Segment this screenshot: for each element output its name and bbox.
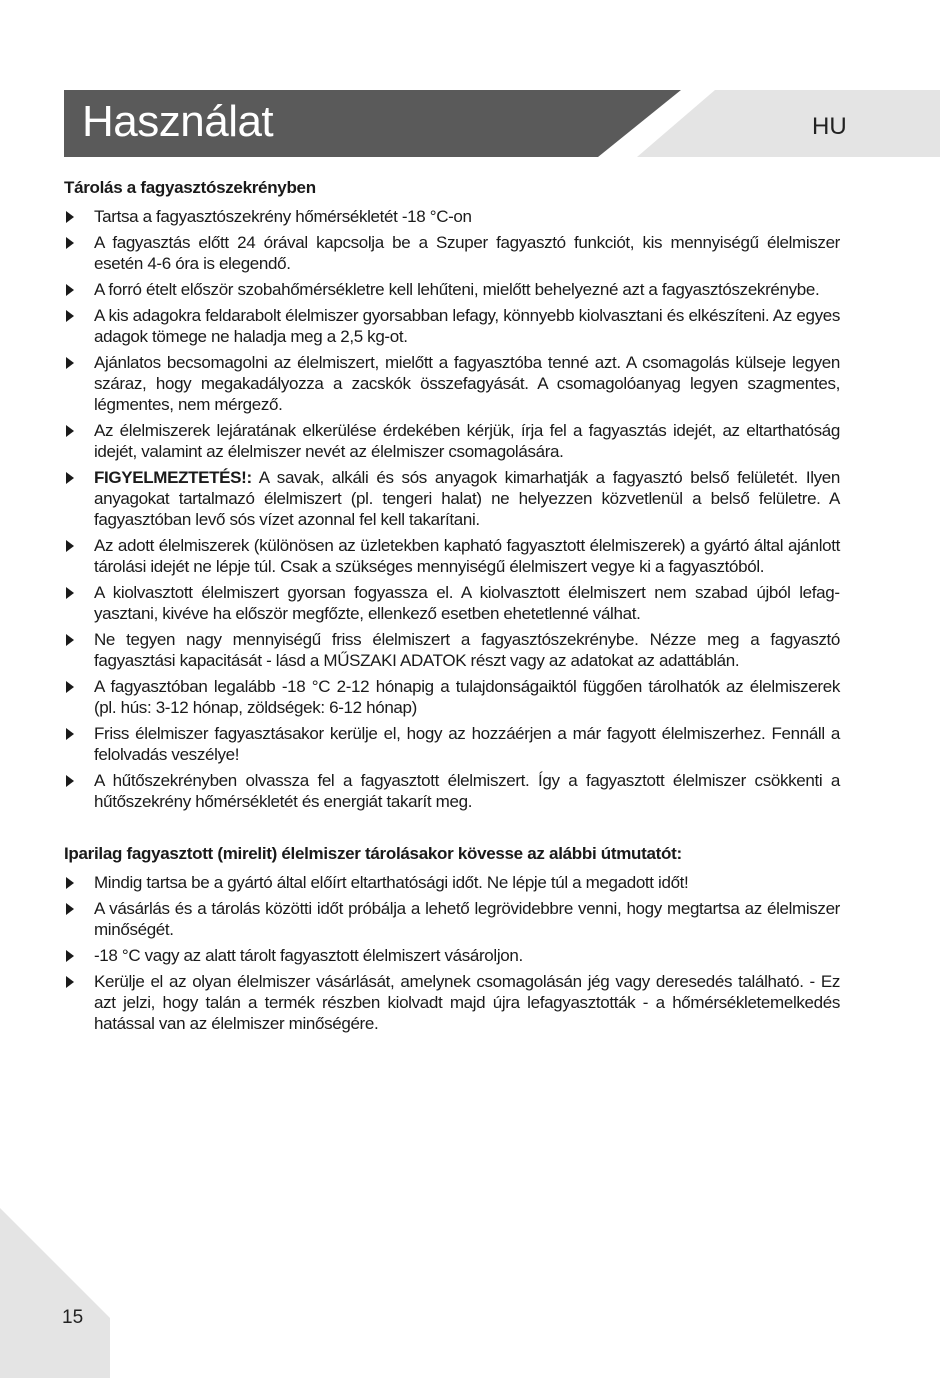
list-item-text: Tartsa a fagyasztószekrény hőmérsékletét -18 °C-on xyxy=(94,207,472,226)
frozen-food-list xyxy=(64,872,840,1034)
list-item xyxy=(64,872,840,893)
list-item-text: Friss élelmiszer fagyasztásakor kerülje el, hogy az hozzáérjen a már fagyott élelmiszerhez. Fennáll a felolvadás veszélye! xyxy=(94,724,840,764)
bullet-triangle-icon xyxy=(66,681,74,693)
list-item xyxy=(64,676,840,718)
bullet-triangle-icon xyxy=(66,877,74,889)
list-item xyxy=(64,535,840,577)
list-item-text: Az adott élelmiszerek (különösen az üzletekben kapható fagyasztott élelmiszerek) a gyártó által ajánlott tárolási idejét ne lépje túl. Csak a szükséges mennyiségű élelmiszert vegye ki a fagyasztóból. xyxy=(94,536,840,576)
warning-text: A savak, alkáli és sós anyagok kimarhatják a fagyasztó belső felületét. Ilyen anyagokat tartalmazó élelmiszert (pl. tengeri halat) ne helyezzen közvetlenül a belső felületre. A fagyasztóban levő sós vízet azonnal fel kell takarítani. xyxy=(94,468,840,529)
list-item xyxy=(64,206,840,227)
main-content xyxy=(64,176,840,1039)
bullet-triangle-icon xyxy=(66,310,74,322)
bullet-triangle-icon xyxy=(66,728,74,740)
list-item xyxy=(64,770,840,812)
list-item xyxy=(64,305,840,347)
list-item-text: A hűtőszekrényben olvassza fel a fagyasztott élelmiszert. Így a fagyasztott élelmiszer csökkenti a hűtőszekrény hőmérsékletét és energiát takarít meg. xyxy=(94,771,840,811)
list-item xyxy=(64,945,840,966)
bullet-triangle-icon xyxy=(66,237,74,249)
bullet-triangle-icon xyxy=(66,775,74,787)
page-title: Használat xyxy=(82,97,274,146)
language-tab-shape xyxy=(637,90,940,157)
list-item xyxy=(64,898,840,940)
list-item-text: A vásárlás és a tárolás közötti időt próbálja a lehető legrövidebbre venni, hogy megtartsa az élelmiszer minőségét. xyxy=(94,899,840,939)
bullet-triangle-icon xyxy=(66,976,74,988)
list-item xyxy=(64,232,840,274)
bullet-triangle-icon xyxy=(66,587,74,599)
list-item-text: -18 °C vagy az alatt tárolt fagyasztott élelmiszert vásároljon. xyxy=(94,946,523,965)
list-item xyxy=(64,420,840,462)
list-item-text: Kerülje el az olyan élelmiszer vásárlását, amelynek csomagolásán jég vagy deresedés található. - Ez azt jelzi, hogy talán a termék részben kiolvadt majd újra lefagyasztották - a hőmérsékletemelkedés hatással van az élelmiszer minőségére. xyxy=(94,972,840,1033)
page-corner-shape xyxy=(0,1190,110,1378)
list-item xyxy=(64,971,840,1034)
warning-label: FIGYELMEZTETÉS!: xyxy=(94,468,252,487)
language-code: HU xyxy=(812,113,847,140)
list-item xyxy=(64,723,840,765)
freezer-storage-list xyxy=(64,206,840,812)
warning-item xyxy=(64,467,840,530)
list-item xyxy=(64,279,840,300)
list-item xyxy=(64,629,840,671)
section-heading-freezer-storage: Tárolás a fagyasztószekrényben xyxy=(64,178,316,197)
bullet-triangle-icon xyxy=(66,903,74,915)
list-item-text: A kis adagokra feldarabolt élelmiszer gyorsabban lefagy, könnyebb kiolvasztani és elkészíteni. Az egyes adagok tömege ne haladja meg a 2,5 kg-ot. xyxy=(94,306,840,346)
bullet-triangle-icon xyxy=(66,211,74,223)
list-item-text: Mindig tartsa be a gyártó által előírt eltarthatósági időt. Ne lépje túl a megadott időt! xyxy=(94,873,689,892)
bullet-triangle-icon xyxy=(66,472,74,484)
bullet-triangle-icon xyxy=(66,950,74,962)
list-item xyxy=(64,582,840,624)
bullet-triangle-icon xyxy=(66,357,74,369)
bullet-triangle-icon xyxy=(66,425,74,437)
bullet-triangle-icon xyxy=(66,634,74,646)
list-item-text: Az élelmiszerek lejáratának elkerülése érdekében kérjük, írja fel a fagyasztás idejét, az eltarthatóság idejét, valamint az élelmiszer nevét az élelmiszer csomagolására. xyxy=(94,421,840,461)
list-item xyxy=(64,352,840,415)
list-item-text: A kiolvasztott élelmiszert gyorsan fogyassza el. A kiolvasztott élelmiszert nem szabad újból lefagyasztani, kivéve ha először megfőzte, ellenkező esetben ehetetlenné válhat. xyxy=(94,583,840,623)
bullet-triangle-icon xyxy=(66,284,74,296)
list-item-text: Ne tegyen nagy mennyiségű friss élelmiszert a fagyasztószekrénybe. Nézze meg a fagyasztó fagyasztási kapacitását - lásd a MŰSZAKI ADATOK részt vagy az adatokat az adattáblán. xyxy=(94,630,840,670)
list-item-text: A fagyasztóban legalább -18 °C 2-12 hónapig a tulajdonságaiktól függően tárolhatók az élelmiszerek (pl. hús: 3-12 hónap, zöldségek: 6-12 hónap) xyxy=(94,677,840,717)
page-number: 15 xyxy=(62,1307,84,1328)
list-item-text: A forró ételt először szobahőmérsékletre kell lehűteni, mielőtt behelyezné azt a fagyasztószekrénybe. xyxy=(94,280,820,299)
section-heading-frozen-food: Iparilag fagyasztott (mirelit) élelmiszer tárolásakor kövesse az alábbi útmutatót: xyxy=(64,844,682,863)
list-item-text: Ajánlatos becsomagolni az élelmiszert, mielőtt a fagyasztóba tenné azt. A csomagolás külseje legyen száraz, hogy megakadályozza a zacskók összefagyását. A csomagolóanyag legyen szagmentes, légmentes, nem mérgező. xyxy=(94,353,840,414)
list-item-text: A fagyasztás előtt 24 órával kapcsolja be a Szuper fagyasztó funkciót, kis mennyiségű élelmiszer esetén 4-6 óra is elegendő. xyxy=(94,233,840,273)
bullet-triangle-icon xyxy=(66,540,74,552)
